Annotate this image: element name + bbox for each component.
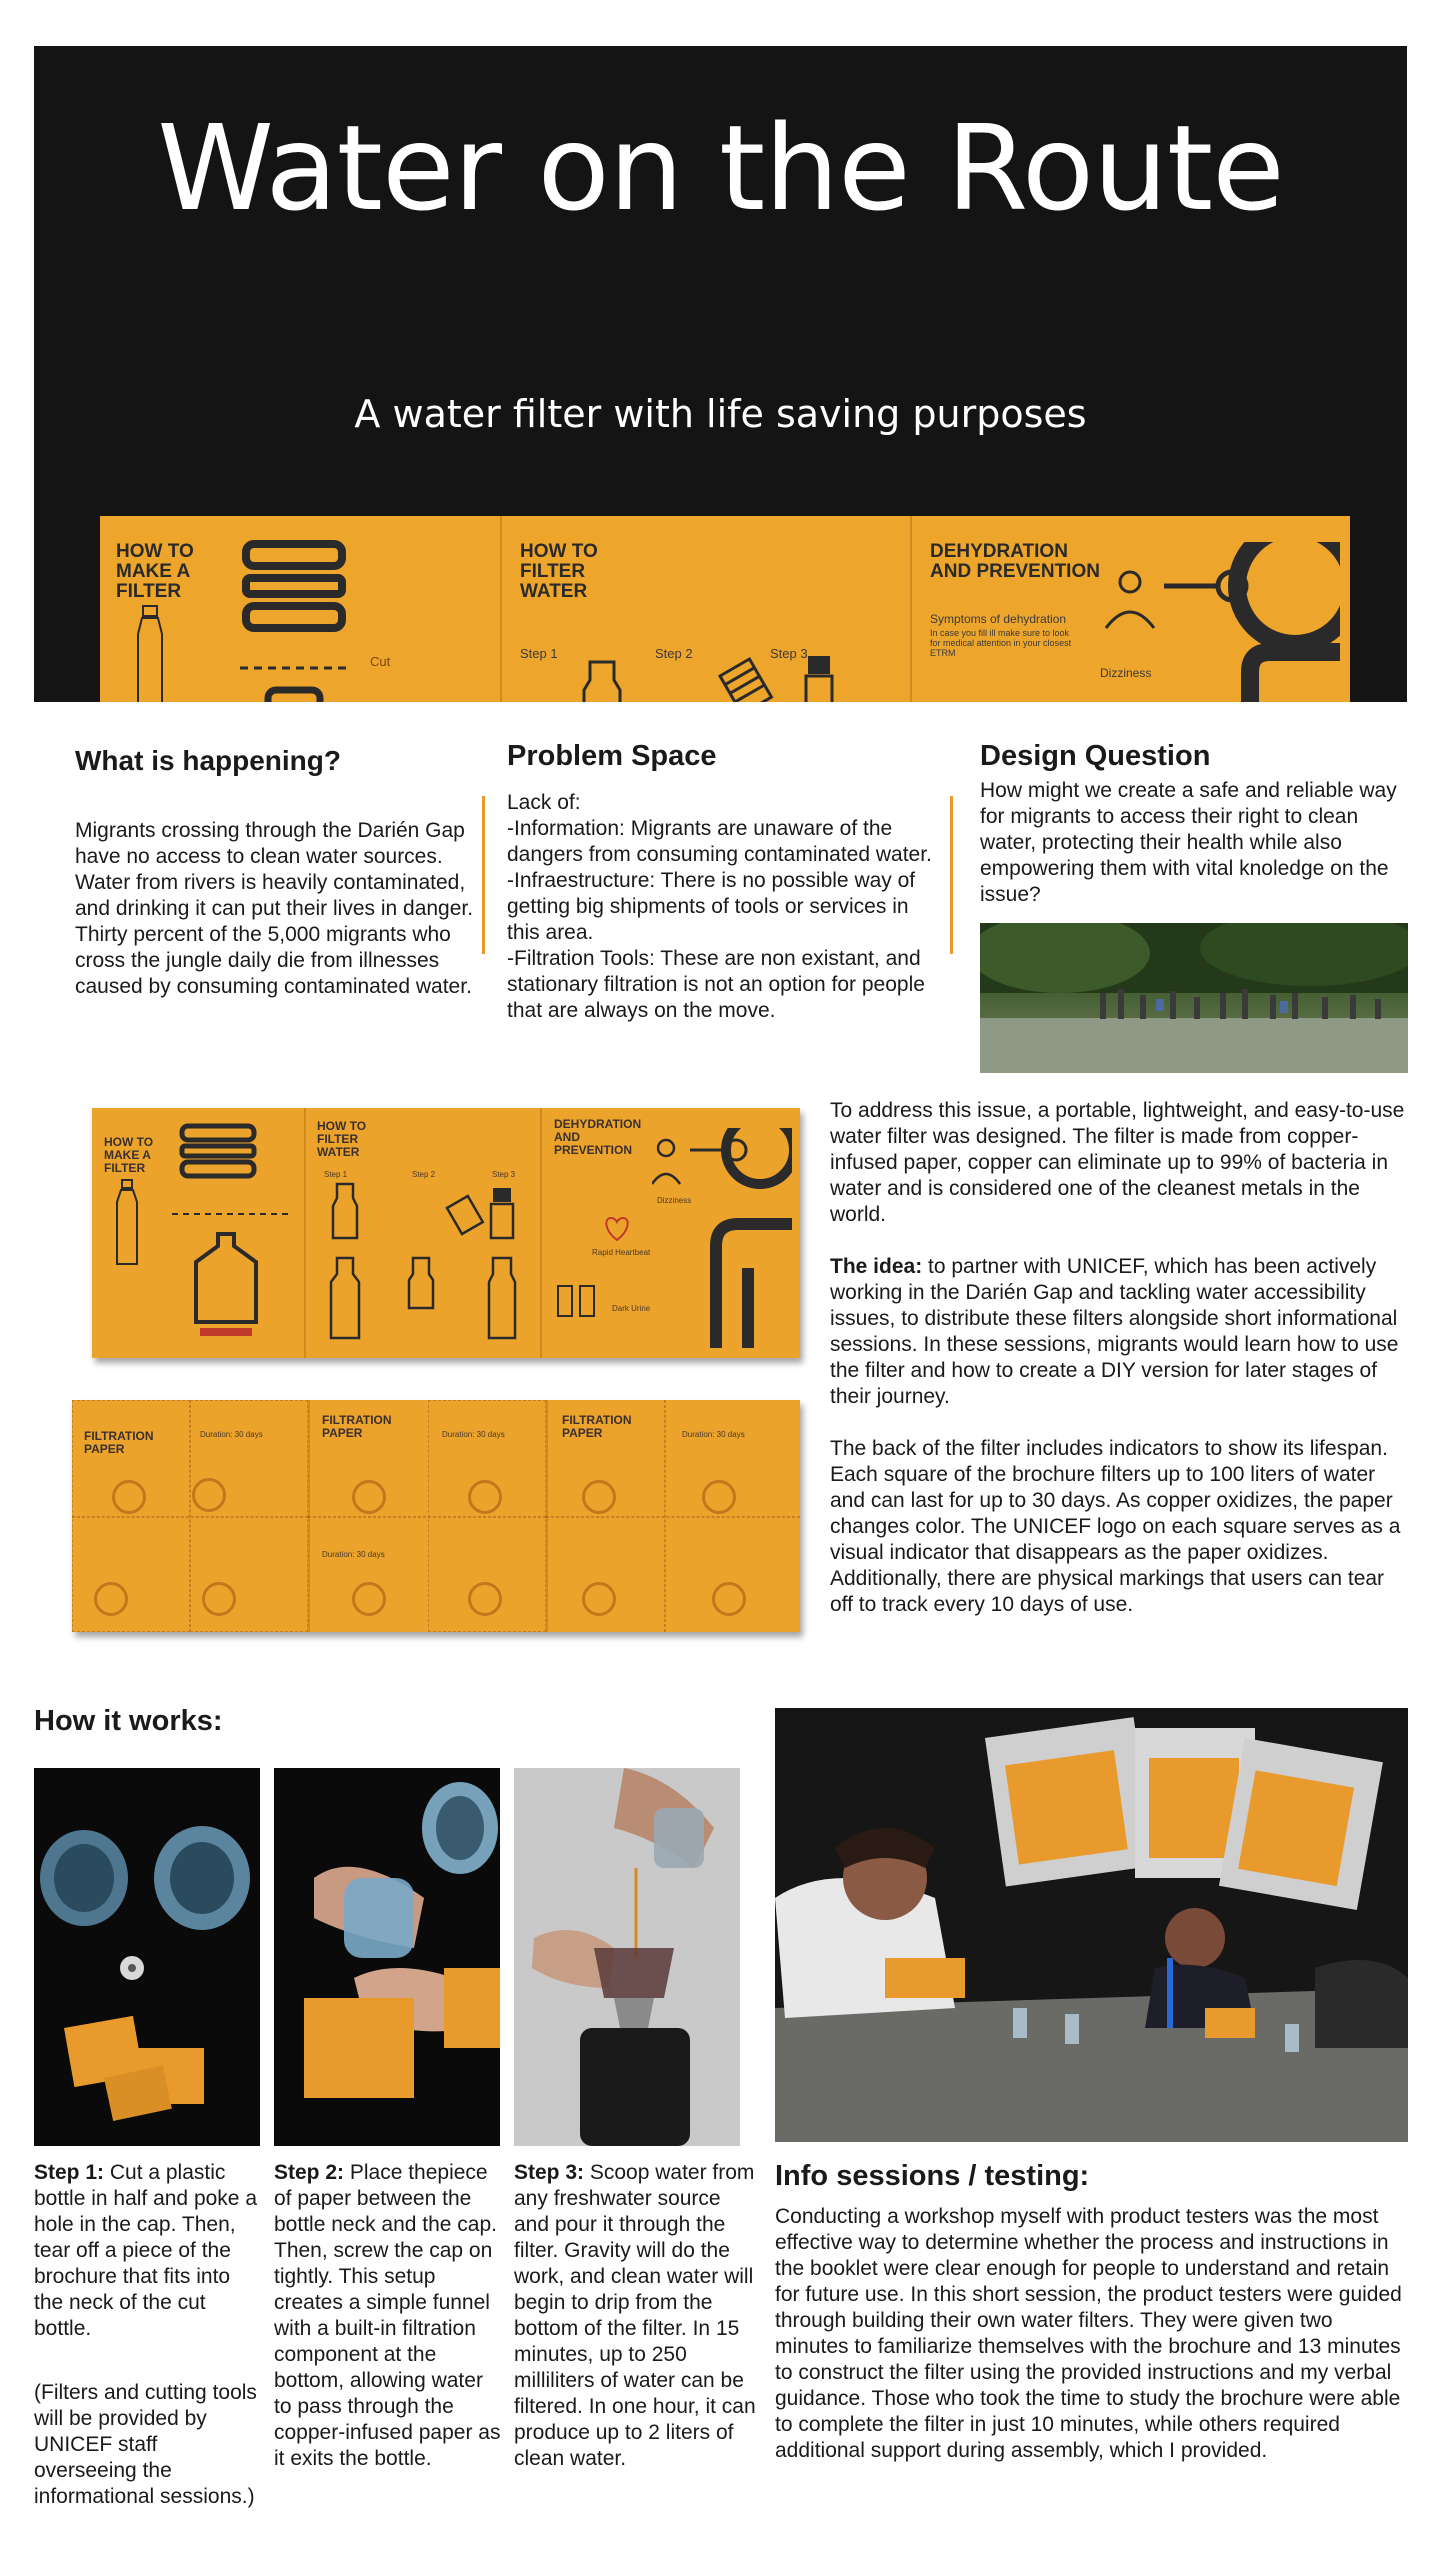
step1-label: Step 1:: [34, 2161, 105, 2184]
duration-label: Duration: 30 days: [442, 1430, 505, 1439]
dehydration-figure-icon: [652, 1128, 792, 1348]
idea-body: to partner with UNICEF, which has been actively working in the Darién Gap and tackling water accessibility issues, to distribute these filters alongside short informational sessions. In these sessions, migrants would learn how to use the filter and how to create a DIY version for later stages of their journey.: [830, 1255, 1399, 1408]
duration-label: Duration: 30 days: [322, 1550, 385, 1559]
step2-body: Place thepiece of paper between the bottle neck and the cap. Then, screw the cap on tightly. This setup creates a simple funnel with a built-in filtration component at the bottom, allowing water to pass through the copper-infused paper as it exits the bottle.: [274, 2161, 501, 2470]
step1-note: (Filters and cutting tools will be provided by UNICEF staff overseeing the informational sessions.): [34, 2381, 257, 2508]
brochure-fold: [500, 516, 502, 702]
solution-intro: To address this issue, a portable, lightweight, and easy-to-use water filter was designed. The filter is made from copper-infused paper, copper can eliminate up to 99% of bacteria in water and is considered one of the cleanest metals in the world.: [830, 1099, 1405, 1226]
problem-space-list: [507, 790, 937, 1024]
problem-intro: Lack of:: [507, 791, 581, 814]
cut-bottle-illustration: [34, 1768, 260, 2146]
design-question-body: How might we create a safe and reliable way for migrants to access their right to clean water, protecting their health while also empowering them with vital knoledge on the issue?: [980, 779, 1397, 906]
unicef-logo-icon: [352, 1480, 386, 1514]
filtering-steps-icon: [317, 1178, 537, 1348]
step1-body: Cut a plastic bottle in half and poke a hole in the cap. Then, tear off a piece of the brochure that fits into the neck of the cut bottle.: [34, 2161, 258, 2340]
unicef-logo-icon: [712, 1582, 746, 1616]
jungle-crowd-illustration: [980, 923, 1408, 1073]
what-is-happening-body: Migrants crossing through the Darién Gap have no access to clean water sources. Water from rivers is heavily contaminated, and drinking it can put their lives in danger. Thirty percent of the 5,000 migrants who cross the jungle daily die from illnesses caused by consuming contaminated water.: [75, 819, 474, 998]
unicef-logo-icon: [112, 1480, 146, 1514]
dizziness-label: Dizziness: [1100, 666, 1152, 680]
solution-idea: [830, 1254, 1408, 1410]
filter-steps-icon: [570, 656, 880, 702]
step3-description: [514, 2160, 760, 2472]
brochure-panel-heading: HOW TO FILTER WATER: [520, 541, 598, 602]
step3-label: Step 3:: [514, 2161, 585, 2184]
step1-description: [34, 2160, 264, 2342]
page-title: Water on the Route: [157, 99, 1284, 237]
step2-description: [274, 2160, 504, 2472]
duration-label: Duration: 30 days: [682, 1430, 745, 1439]
brochure-panel-heading: DEHYDRATION AND PREVENTION: [930, 541, 1100, 582]
brochure-panel-heading: FILTRATION PAPER: [322, 1413, 392, 1440]
bottles-icon: [554, 1278, 614, 1318]
unicef-logo-icon: [582, 1480, 616, 1514]
problem-space-heading: Problem Space: [507, 740, 717, 772]
brochure-panel-heading: HOW TO FILTER WATER: [317, 1119, 367, 1159]
problem-item: -Information: Migrants are unaware of the dangers from consuming contaminated water.: [507, 817, 932, 866]
solution-indicators: The back of the filter includes indicators to show its lifespan. Each square of the brochure filters up to 100 liters of water and can last for up to 30 days. As copper oxidizes, the paper changes color. The UNICEF logo on each square serves as a visual indicator that disappears as the paper oxidizes. Additionally, there are physical markings that users can tear off to track every 10 days of use.: [830, 1437, 1401, 1616]
unicef-logo-icon: [468, 1582, 502, 1616]
step-label: Step 3: [770, 646, 808, 661]
idea-label: The idea:: [830, 1255, 923, 1278]
filter-stack-icon: [240, 540, 350, 702]
column-divider: [950, 796, 953, 954]
workshop-illustration: [775, 1708, 1408, 2142]
brochure-subheading: Symptoms of dehydration: [930, 612, 1067, 626]
unicef-logo-icon: [202, 1582, 236, 1616]
step-label: Step 2: [412, 1170, 436, 1179]
cut-label: Cut: [370, 654, 391, 669]
brochure-note: In case you fill ill make sure to look for medical attention in your closest ETRM: [930, 628, 1072, 658]
unicef-logo-icon: [702, 1480, 736, 1514]
migrants-river-photo: [980, 923, 1408, 1073]
dizziness-label: Dizziness: [657, 1196, 692, 1205]
step-label: Step 1: [324, 1170, 348, 1179]
bottle-icon: [130, 604, 170, 702]
step2-photo: [274, 1768, 500, 2146]
hero-brochure-image: [100, 516, 1350, 702]
what-is-happening-heading: What is happening?: [75, 745, 341, 776]
unicef-logo-icon: [192, 1478, 226, 1512]
step2-label: Step 2:: [274, 2161, 345, 2184]
step1-photo: [34, 1768, 260, 2146]
unicef-logo-icon: [352, 1582, 386, 1616]
unicef-logo-icon: [468, 1480, 502, 1514]
dark-urine-label: Dark Urine: [612, 1304, 651, 1313]
screw-cap-illustration: [274, 1768, 500, 2146]
duration-label: Duration: 30 days: [200, 1430, 263, 1439]
how-it-works-heading: How it works:: [34, 1705, 223, 1737]
brochure-panel-heading: HOW TO MAKE A FILTER: [116, 541, 194, 602]
unicef-logo-icon: [582, 1582, 616, 1616]
info-sessions-body: Conducting a workshop myself with product testers was the most effective way to determine whether the process and instructions in the booklet were clear enough for people to understand and retain for future use. In this short session, the product testers were guided through building their own water filters. They were given two minutes to familiarize themselves with the brochure and 13 minutes to construct the filter using the provided instructions and my verbal guidance. Those who took the time to study the brochure were able to complete the filter in just 10 minutes, while others required additional support during assembly, which I provided.: [775, 2205, 1402, 2462]
step-label: Step 2: [655, 646, 693, 661]
step3-photo: [514, 1768, 740, 2146]
hero-banner: [34, 46, 1407, 702]
brochure-panel-heading: DEHYDRATION AND PREVENTION: [554, 1117, 642, 1157]
problem-item: -Filtration Tools: These are non existant, and stationary filtration is not an option for people that are always on the move.: [507, 947, 925, 1022]
step-label: Step 1: [520, 646, 558, 661]
heart-icon: [602, 1214, 632, 1242]
design-question-heading: Design Question: [980, 740, 1211, 772]
info-sessions-heading: Info sessions / testing:: [775, 2160, 1090, 2192]
brochure-fold: [910, 516, 912, 702]
brochure-panel-heading: FILTRATION PAPER: [562, 1413, 632, 1440]
step3-body: Scoop water from any freshwater source and pour it through the filter. Gravity will do the work, and clean water will begin to drip from the bottom of the filter. In 15 minutes, up to 250 milliliters of water can be filtered. In one hour, it can produce up to 2 liters of clean water.: [514, 2161, 756, 2470]
pouring-water-illustration: [514, 1768, 740, 2146]
solution-description: [830, 1098, 1408, 1618]
bottle-icon: [112, 1178, 142, 1268]
unicef-logo-icon: [94, 1582, 128, 1616]
step-label: Step 3: [492, 1170, 516, 1179]
page-subtitle: A water filter with life saving purposes: [354, 392, 1087, 436]
rapid-heartbeat-label: Rapid Heartbeat: [592, 1248, 651, 1257]
column-divider: [482, 796, 485, 954]
problem-item: -Infraestructure: There is no possible way of getting big shipments of tools or services in this area.: [507, 869, 916, 944]
filter-assembly-icon: [172, 1122, 292, 1342]
brochure-panel-heading: FILTRATION PAPER: [84, 1429, 154, 1456]
brochure-panel-heading: HOW TO MAKE A FILTER: [104, 1135, 154, 1175]
workshop-photo: [775, 1708, 1408, 2142]
brochure-back-photo: [72, 1400, 800, 1632]
brochure-front-photo: [92, 1108, 800, 1358]
